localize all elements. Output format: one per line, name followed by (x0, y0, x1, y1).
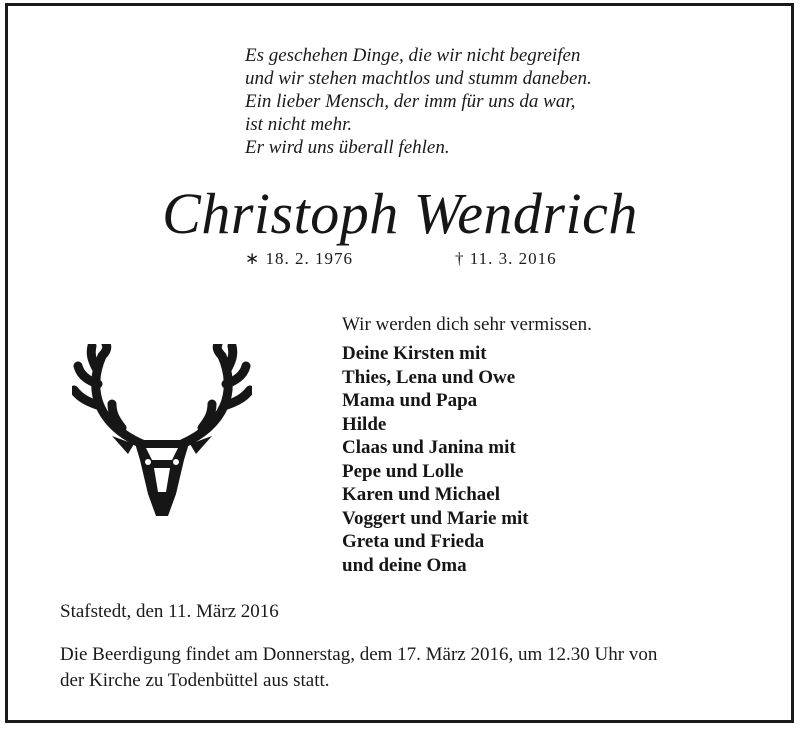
deceased-name: Christoph Wendrich (162, 181, 638, 246)
mourners-intro: Wir werden dich sehr vermissen. (342, 314, 592, 335)
stag-head-icon (72, 344, 252, 524)
death-date: † 11. 3. 2016 (455, 249, 557, 268)
mourner-line: Hilde (342, 413, 387, 435)
mourner-line: Karen und Michael (342, 484, 500, 505)
funeral-line: der Kirche zu Todenbüttel aus statt. (60, 670, 330, 691)
mourner-line: Thies, Lena und Owe (342, 366, 516, 388)
poem-line: und wir stehen machtlos und stumm daneben. (245, 68, 592, 89)
birth-date: ∗ 18. 2. 1976 (245, 249, 353, 268)
mourner-line: Mama und Papa (342, 390, 478, 411)
poem (245, 44, 592, 159)
funeral-line: Die Beerdigung findet am Donnerstag, dem 17. März 2016, um 12.30 Uhr von (60, 644, 658, 665)
mourners-list (342, 342, 529, 577)
mourner-line: und deine Oma (342, 554, 467, 576)
funeral-notice (60, 642, 760, 694)
place-and-date: Stafstedt, den 11. März 2016 (60, 601, 279, 622)
mourner-line: Pepe und Lolle (342, 460, 464, 482)
poem-line: ist nicht mehr. (245, 114, 353, 135)
mourner-line: Greta und Frieda (342, 531, 485, 552)
mourner-line: Voggert und Marie mit (342, 507, 529, 529)
poem-line: Es geschehen Dinge, die wir nicht begreifen (245, 45, 581, 66)
mourner-line: Claas und Janina mit (342, 437, 516, 458)
poem-line: Ein lieber Mensch, der imm für uns da war, (245, 91, 576, 112)
poem-line: Er wird uns überall fehlen. (245, 137, 450, 158)
mourner-line: Deine Kirsten mit (342, 343, 487, 364)
